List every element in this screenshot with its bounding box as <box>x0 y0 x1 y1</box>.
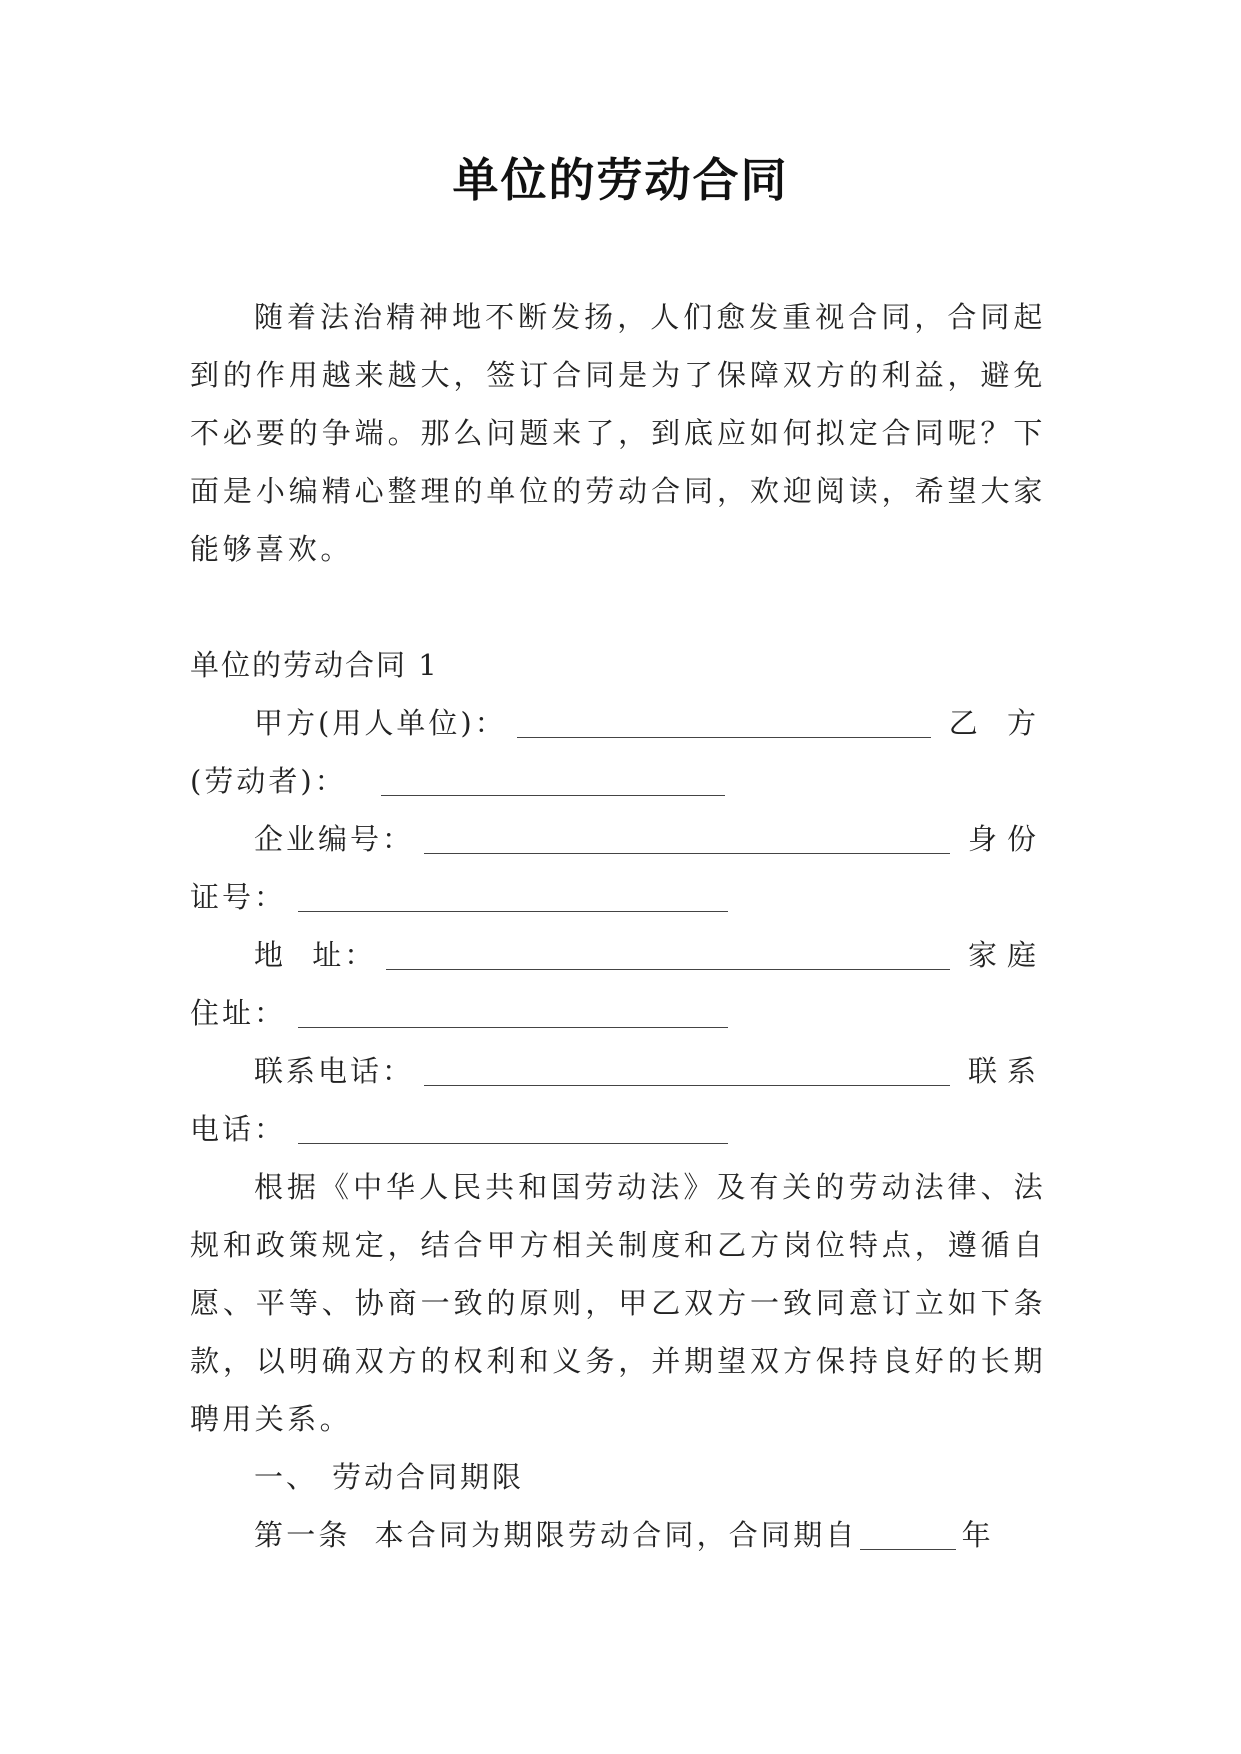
clause-title: 劳动合同期限 <box>332 1460 525 1494</box>
body-paragraph: 根据《中华人民共和国劳动法》及有关的劳动法律、法规和政策规定，结合甲方相关制度和乙方岗位特点，遵循自愿、平等、协商一致的原则，甲乙双方一致同意订立如下条款，以明确双方的权利和义务，并期望双方保持良好的长期聘用关系。 <box>190 1170 1046 1436</box>
company-no-label: 企业编号： <box>254 822 415 856</box>
spacer <box>190 578 1046 636</box>
id-field-row <box>190 868 1046 926</box>
phone-b-blank-line[interactable] <box>298 1142 728 1144</box>
id-blank-line[interactable] <box>298 910 728 912</box>
party-a-blank-line[interactable] <box>517 736 931 738</box>
party-b-field-row <box>190 752 1046 810</box>
article-1-row <box>190 1506 1046 1564</box>
phone-b-label-cont: 电话： <box>190 1112 287 1146</box>
party-b-label-cont: (劳动者)： <box>190 764 347 798</box>
article-text: 本合同为期限劳动合同，合同期自 <box>374 1518 858 1552</box>
phone-a-field-row <box>190 1042 1046 1100</box>
intro-paragraph: 随着法治精神地不断发扬，人们愈发重视合同，合同起到的作用越来越大，签订合同是为了保障双方的利益，避免不必要的争端。那么问题来了，到底应如何拟定合同呢？下面是小编精心整理的单位的劳动合同，欢迎阅读，希望大家能够喜欢。 <box>190 300 1046 566</box>
company-no-blank-line[interactable] <box>424 852 950 854</box>
party-b-label: 乙 方 <box>948 706 1046 740</box>
article-number: 第一条 <box>254 1518 351 1552</box>
home-label: 家庭 <box>967 938 1046 972</box>
section-heading: 单位的劳动合同 1 <box>190 648 439 682</box>
party-b-blank-line[interactable] <box>381 794 725 796</box>
article-year-unit: 年 <box>961 1518 994 1552</box>
company-no-field-row <box>190 810 1046 868</box>
address-label: 地 址： <box>254 938 377 972</box>
document-title: 单位的劳动合同 <box>452 153 789 207</box>
party-a-label: 甲方(用人单位)： <box>254 706 507 740</box>
clause-number: 一、 <box>254 1460 319 1494</box>
party-a-field-row <box>190 694 1046 752</box>
home-blank-line[interactable] <box>298 1026 728 1028</box>
id-label: 身份 <box>967 822 1046 856</box>
phone-b-field-row <box>190 1100 1046 1158</box>
address-blank-line[interactable] <box>386 968 950 970</box>
phone-b-label: 联系 <box>967 1054 1046 1088</box>
address-field-row <box>190 926 1046 984</box>
phone-a-label: 联系电话： <box>254 1054 415 1088</box>
clause-heading <box>190 1448 1046 1506</box>
year-blank-line[interactable] <box>860 1548 956 1550</box>
phone-a-blank-line[interactable] <box>424 1084 950 1086</box>
document-body <box>190 288 1046 1564</box>
home-label-cont: 住址： <box>190 996 287 1030</box>
id-label-cont: 证号： <box>190 880 287 914</box>
home-field-row <box>190 984 1046 1042</box>
